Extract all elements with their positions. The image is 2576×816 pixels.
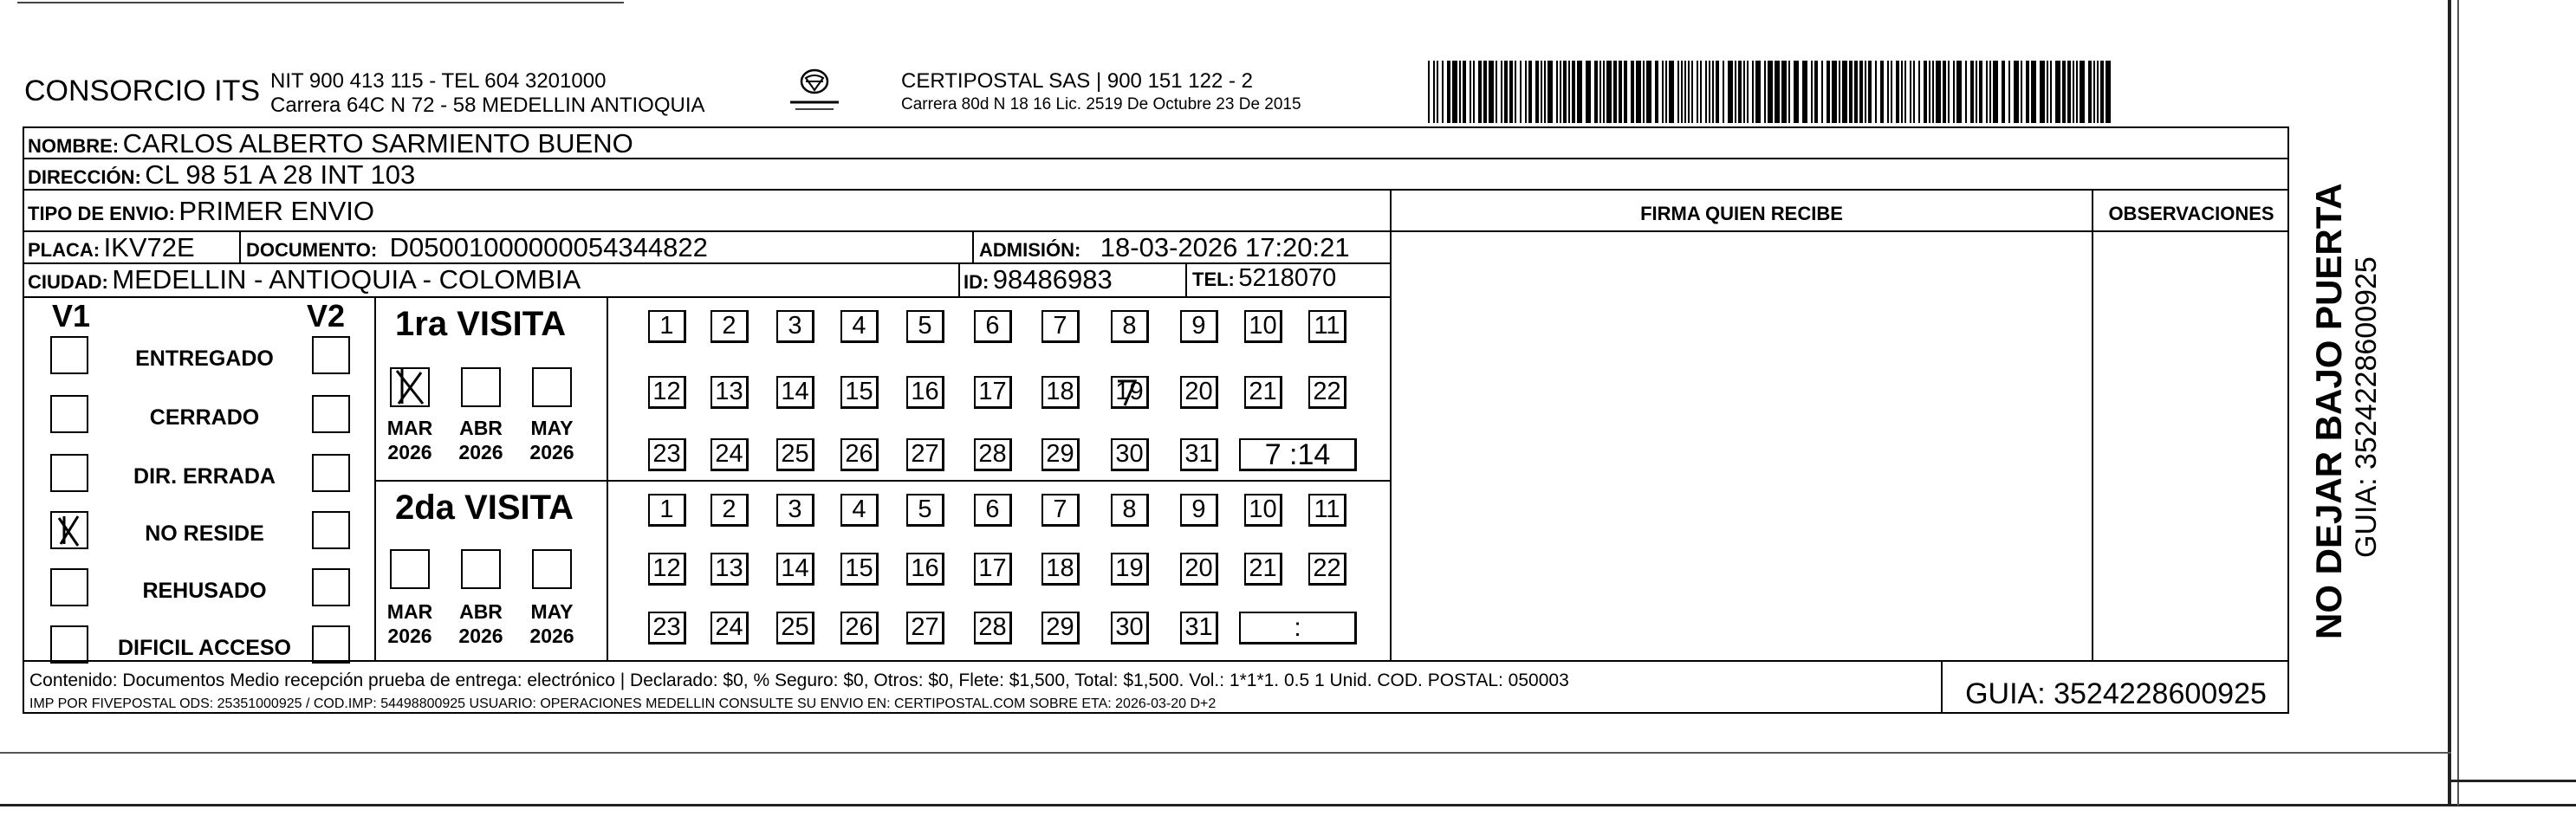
day-mark <box>1114 378 1147 412</box>
tipo-envio-row <box>28 196 374 227</box>
ciudad-row <box>28 264 581 295</box>
day-box[interactable]: 7 <box>1041 310 1080 343</box>
day-box[interactable]: 12 <box>648 553 686 586</box>
v1-checkbox[interactable] <box>50 625 88 664</box>
status-label: NO RESIDE <box>145 521 264 546</box>
time-box[interactable]: : <box>1239 612 1357 644</box>
day-box[interactable]: 11 <box>1308 494 1346 527</box>
row-divider <box>23 296 1392 298</box>
status-label: REHUSADO <box>142 579 267 603</box>
day-box[interactable]: 9 <box>1180 310 1218 343</box>
day-box[interactable]: 8 <box>1111 310 1149 343</box>
id-row <box>964 264 1113 295</box>
admision-label: ADMISIÓN: <box>979 239 1081 261</box>
day-box[interactable]: 19 <box>1111 553 1149 586</box>
day-box[interactable]: 18 <box>1041 553 1080 586</box>
col-divider <box>239 230 241 262</box>
day-box[interactable]: 28 <box>974 438 1012 471</box>
day-box[interactable]: 1 <box>648 494 686 527</box>
day-box[interactable]: 1 <box>648 310 686 343</box>
nombre-label: NOMBRE: <box>28 135 120 157</box>
day-box[interactable]: 4 <box>840 494 879 527</box>
scan-right-foot <box>2451 780 2576 782</box>
direccion-value: CL 98 51 A 28 INT 103 <box>145 159 416 190</box>
day-box[interactable]: 6 <box>974 310 1012 343</box>
day-box[interactable]: 24 <box>711 612 749 644</box>
day-box[interactable]: 28 <box>974 612 1012 644</box>
month-checkbox[interactable] <box>461 367 501 407</box>
tel-row <box>1192 264 1336 293</box>
col-divider <box>958 262 960 296</box>
day-box[interactable]: 8 <box>1111 494 1149 527</box>
id-value: 98486983 <box>992 264 1113 295</box>
scan-right-edge-2 <box>2457 0 2459 806</box>
tipo-envio-value: PRIMER ENVIO <box>178 196 375 226</box>
day-box[interactable]: 25 <box>776 612 814 644</box>
certipostal-logo <box>787 66 842 114</box>
day-box[interactable]: 15 <box>840 376 879 409</box>
col-divider <box>374 296 376 662</box>
year-label: 2026 <box>529 441 574 463</box>
carrier-license: Carrera 80d N 18 16 Lic. 2519 De Octubre 23 De 2015 <box>901 95 1301 113</box>
v1-checkbox[interactable] <box>50 395 88 433</box>
day-box[interactable]: 25 <box>776 438 814 471</box>
scan-bottom-edge <box>0 804 2576 806</box>
col-divider <box>1185 262 1187 296</box>
day-box[interactable]: 29 <box>1041 612 1080 644</box>
day-box[interactable]: 14 <box>776 376 814 409</box>
status-label: DIR. ERRADA <box>133 464 276 489</box>
month-label: ABR <box>459 600 503 623</box>
day-box[interactable]: 27 <box>906 612 944 644</box>
v1-checkbox[interactable] <box>50 336 88 374</box>
month-label: MAY <box>530 600 574 623</box>
day-box[interactable]: 16 <box>906 553 944 586</box>
documento-value: D05001000000054344822 <box>389 232 708 262</box>
day-box[interactable]: 17 <box>974 376 1012 409</box>
side-guia: GUIA: 3524228600925 <box>2350 256 2383 558</box>
v1-label: V1 <box>52 298 91 334</box>
year-label: 2026 <box>387 441 432 463</box>
barcode <box>1428 61 2119 123</box>
day-box[interactable]: 11 <box>1308 310 1346 343</box>
day-box[interactable]: 3 <box>776 494 814 527</box>
documento-label: DOCUMENTO: <box>246 239 378 261</box>
tel-label: TEL: <box>1192 269 1235 290</box>
day-box[interactable]: 12 <box>648 376 686 409</box>
day-box[interactable]: 14 <box>776 553 814 586</box>
row-divider <box>374 480 1392 482</box>
company-nit: NIT 900 413 115 - TEL 604 3201000 <box>270 69 607 93</box>
col-divider <box>607 296 608 662</box>
day-box[interactable]: 26 <box>840 438 879 471</box>
scan-left-rule <box>0 752 2451 754</box>
v2-checkbox[interactable] <box>312 568 350 606</box>
status-label: ENTREGADO <box>135 346 274 371</box>
day-box[interactable]: 20 <box>1180 553 1218 586</box>
day-box[interactable]: 7 <box>1041 494 1080 527</box>
direccion-row <box>28 159 415 191</box>
month-label: ABR <box>459 417 503 439</box>
day-box[interactable]: 2 <box>711 494 749 527</box>
company-name: CONSORCIO ITS <box>24 74 261 107</box>
year-label: 2026 <box>458 441 503 463</box>
day-box[interactable]: 5 <box>906 310 944 343</box>
ciudad-value: MEDELLIN - ANTIOQUIA - COLOMBIA <box>112 264 581 295</box>
day-box[interactable]: 15 <box>840 553 879 586</box>
nombre-value: CARLOS ALBERTO SARMIENTO BUENO <box>122 128 633 159</box>
v2-checkbox[interactable] <box>312 454 350 492</box>
day-box[interactable]: 23 <box>648 612 686 644</box>
day-box[interactable]: 27 <box>906 438 944 471</box>
month-checkbox[interactable] <box>390 549 430 589</box>
footer-content: Contenido: Documentos Medio recepción prueba de entrega: electrónico | Declarado: $0, % Seguro: $0, Otros: $0, Flete: $1,500, Total: $1,500. Vol.: 1*1*1. 0.5 1 Unid. COD. POSTAL: 050003 <box>29 670 1569 690</box>
time-box[interactable]: 7 :14 <box>1239 438 1357 471</box>
year-label: 2026 <box>458 625 503 647</box>
day-box[interactable]: 21 <box>1244 553 1282 586</box>
placa-label: PLACA: <box>28 239 101 261</box>
day-box[interactable]: 31 <box>1180 438 1218 471</box>
day-box[interactable]: 10 <box>1244 494 1282 527</box>
month-label: MAY <box>530 417 574 439</box>
scan-right-edge <box>2448 0 2451 806</box>
day-box[interactable]: 10 <box>1244 310 1282 343</box>
year-label: 2026 <box>387 625 432 647</box>
nombre-row <box>28 128 633 159</box>
ciudad-label: CIUDAD: <box>28 271 108 293</box>
observaciones-label: OBSERVACIONES <box>2108 203 2274 224</box>
v2-checkbox[interactable] <box>312 336 350 374</box>
day-box[interactable]: 3 <box>776 310 814 343</box>
month-checkbox[interactable] <box>390 367 430 407</box>
month-checkbox[interactable] <box>532 367 572 407</box>
day-box[interactable]: 24 <box>711 438 749 471</box>
footer-imp: IMP POR FIVEPOSTAL ODS: 25351000925 / COD.IMP: 54498800925 USUARIO: OPERACIONES MEDELLIN CONSULTE SU ENVIO EN: CERTIPOSTAL.COM SOBRE ETA: 2026-03-20 D+2 <box>29 696 1217 711</box>
admision-row <box>979 232 1350 263</box>
v1-checkbox[interactable] <box>50 511 88 549</box>
side-warning: NO DEJAR BAJO PUERTA <box>2308 183 2349 639</box>
day-box[interactable]: 29 <box>1041 438 1080 471</box>
tipo-envio-label: TIPO DE ENVIO: <box>28 203 175 224</box>
documento-row <box>246 232 708 263</box>
month-checkbox[interactable] <box>461 549 501 589</box>
day-box[interactable]: 13 <box>711 376 749 409</box>
row-divider <box>1390 230 2289 232</box>
v2-checkbox[interactable] <box>312 395 350 433</box>
v2-checkbox[interactable] <box>312 511 350 549</box>
day-box[interactable]: 31 <box>1180 612 1218 644</box>
company-address: Carrera 64C N 72 - 58 MEDELLIN ANTIOQUIA <box>270 94 705 117</box>
day-box[interactable]: 20 <box>1180 376 1218 409</box>
day-box[interactable]: 30 <box>1111 612 1149 644</box>
direccion-label: DIRECCIÓN: <box>28 166 141 188</box>
day-box[interactable]: 2 <box>711 310 749 343</box>
col-divider <box>2092 189 2093 662</box>
month-checkbox[interactable] <box>532 549 572 589</box>
col-divider <box>1390 189 1392 662</box>
v2-checkbox[interactable] <box>312 625 350 664</box>
day-box[interactable]: 22 <box>1308 553 1346 586</box>
day-box[interactable]: 16 <box>906 376 944 409</box>
placa-value: IKV72E <box>103 232 195 262</box>
id-label: ID: <box>964 271 990 293</box>
admision-value: 18-03-2026 17:20:21 <box>1100 232 1350 262</box>
month-label: MAR <box>386 600 433 623</box>
day-box[interactable]: 9 <box>1180 494 1218 527</box>
row-divider <box>23 660 2289 662</box>
day-box[interactable]: 22 <box>1308 376 1346 409</box>
day-box[interactable]: 5 <box>906 494 944 527</box>
carrier-name: CERTIPOSTAL SAS | 900 151 122 - 2 <box>901 69 1253 93</box>
day-box[interactable]: 4 <box>840 310 879 343</box>
v1-checkbox[interactable] <box>50 568 88 606</box>
tel-value: 5218070 <box>1238 264 1337 292</box>
month-label: MAR <box>386 417 433 439</box>
day-box[interactable]: 19 <box>1111 376 1149 409</box>
second-visit-title: 2da VISITA <box>395 489 574 527</box>
scan-top-edge <box>17 2 624 3</box>
day-box[interactable]: 23 <box>648 438 686 471</box>
first-visit-title: 1ra VISITA <box>395 305 567 343</box>
day-box[interactable]: 17 <box>974 553 1012 586</box>
v1-checkbox[interactable] <box>50 454 88 492</box>
day-box[interactable]: 26 <box>840 612 879 644</box>
footer-guia: GUIA: 3524228600925 <box>1965 677 2267 710</box>
day-box[interactable]: 18 <box>1041 376 1080 409</box>
v2-label: V2 <box>307 298 346 334</box>
firma-label: FIRMA QUIEN RECIBE <box>1640 203 1843 224</box>
day-box[interactable]: 30 <box>1111 438 1149 471</box>
status-label: CERRADO <box>149 405 260 430</box>
day-box[interactable]: 13 <box>711 553 749 586</box>
year-label: 2026 <box>529 625 574 647</box>
placa-row <box>28 232 195 263</box>
day-box[interactable]: 6 <box>974 494 1012 527</box>
day-box[interactable]: 21 <box>1244 376 1282 409</box>
status-label: DIFICIL ACCESO <box>117 636 291 660</box>
col-divider <box>972 230 974 262</box>
